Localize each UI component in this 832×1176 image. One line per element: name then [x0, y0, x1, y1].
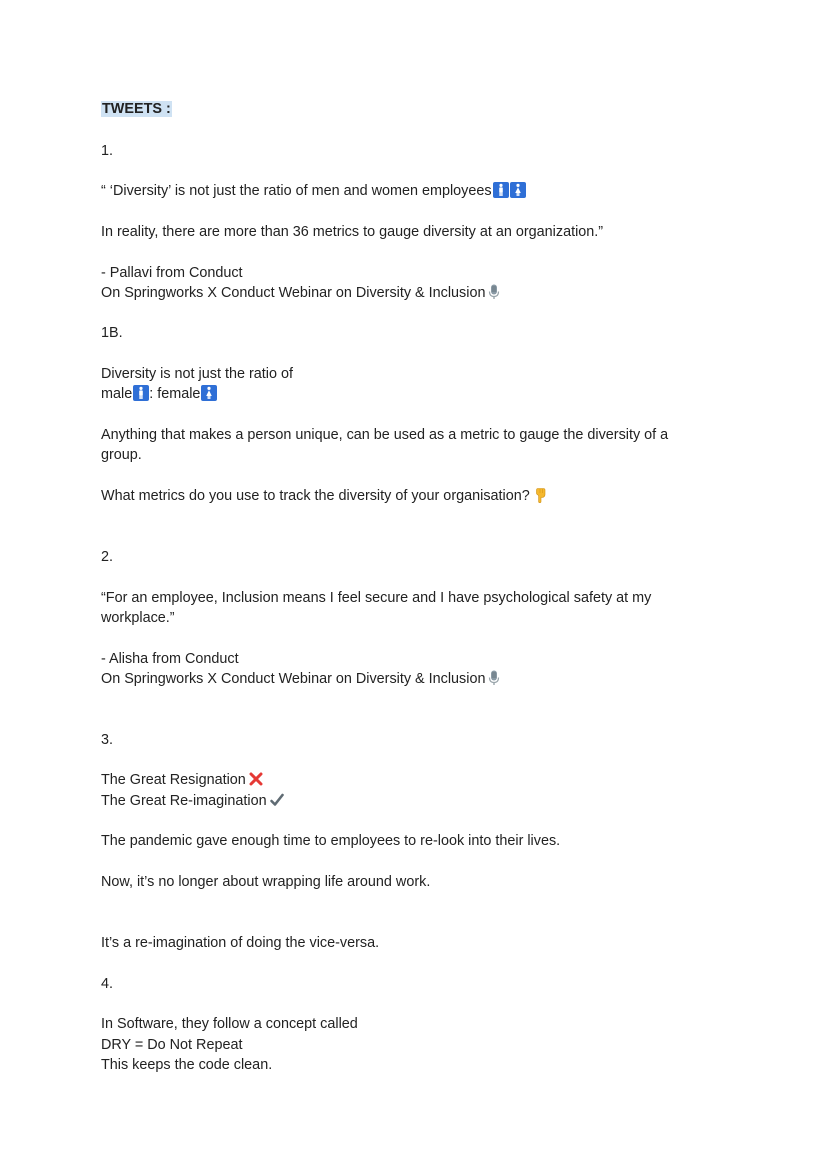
tweet2-number: 2. [101, 549, 114, 565]
microphone-icon [487, 284, 501, 300]
tweet4-line3: This keeps the code clean. [101, 1057, 273, 1073]
page-heading: TWEETS : [102, 101, 171, 117]
check-mark-icon [269, 792, 285, 808]
tweet1b-line4: group. [101, 447, 142, 463]
tweet1b-number: 1B. [101, 325, 123, 341]
tweet1-quote-line2: In reality, there are more than 36 metrics to gauge diversity at an organization.” [101, 224, 604, 240]
tweet1b-male-text: male [101, 386, 133, 402]
man-icon [133, 385, 149, 401]
tweet3-line5: It’s a re-imagination of doing the vice-versa. [101, 935, 380, 951]
microphone-icon [487, 670, 501, 686]
tweet1-quote-line1 [101, 181, 526, 201]
tweet1b-line5 [101, 486, 548, 506]
woman-icon [201, 385, 217, 401]
tweet3-line2 [101, 791, 285, 811]
tweet3-number: 3. [101, 732, 114, 748]
tweet2-quote-line1: “For an employee, Inclusion means I feel secure and I have psychological safety at my [101, 590, 652, 606]
tweet1b-female-text: : female [149, 386, 201, 402]
woman-icon [510, 182, 526, 198]
tweet3-reimagination: The Great Re-imagination [101, 793, 267, 809]
tweet1b-line1: Diversity is not just the ratio of [101, 366, 293, 382]
tweet1-number: 1. [101, 143, 114, 159]
cross-mark-icon [248, 771, 264, 787]
tweet4-line1: In Software, they follow a concept called [101, 1016, 358, 1032]
tweet2-source-line [101, 669, 501, 689]
tweet2-author: - Alisha from Conduct [101, 651, 239, 667]
man-icon [493, 182, 509, 198]
heading-line [101, 99, 172, 119]
tweet3-resignation: The Great Resignation [101, 772, 246, 788]
tweet1-quote-text: “ ‘Diversity’ is not just the ratio of men and women employees [101, 183, 492, 199]
tweet1-author: - Pallavi from Conduct [101, 265, 243, 281]
tweet3-line4: Now, it’s no longer about wrapping life around work. [101, 874, 431, 890]
tweet3-line3: The pandemic gave enough time to employees to re-look into their lives. [101, 833, 561, 849]
tweet1b-line3: Anything that makes a person unique, can be used as a metric to gauge the diversity of a [101, 427, 669, 443]
tweet1b-question: What metrics do you use to track the diversity of your organisation? [101, 488, 530, 504]
tweet1-source-line [101, 283, 501, 303]
tweet4-line2: DRY = Do Not Repeat [101, 1037, 243, 1053]
tweet2-source: On Springworks X Conduct Webinar on Diversity & Inclusion [101, 671, 486, 687]
tweet1-source: On Springworks X Conduct Webinar on Diversity & Inclusion [101, 285, 486, 301]
tweet1b-line2 [101, 384, 217, 404]
tweet3-line1 [101, 770, 264, 790]
tweet4-number: 4. [101, 976, 114, 992]
tweet2-quote-line2: workplace.” [101, 610, 175, 626]
pointing-down-icon [532, 487, 548, 503]
